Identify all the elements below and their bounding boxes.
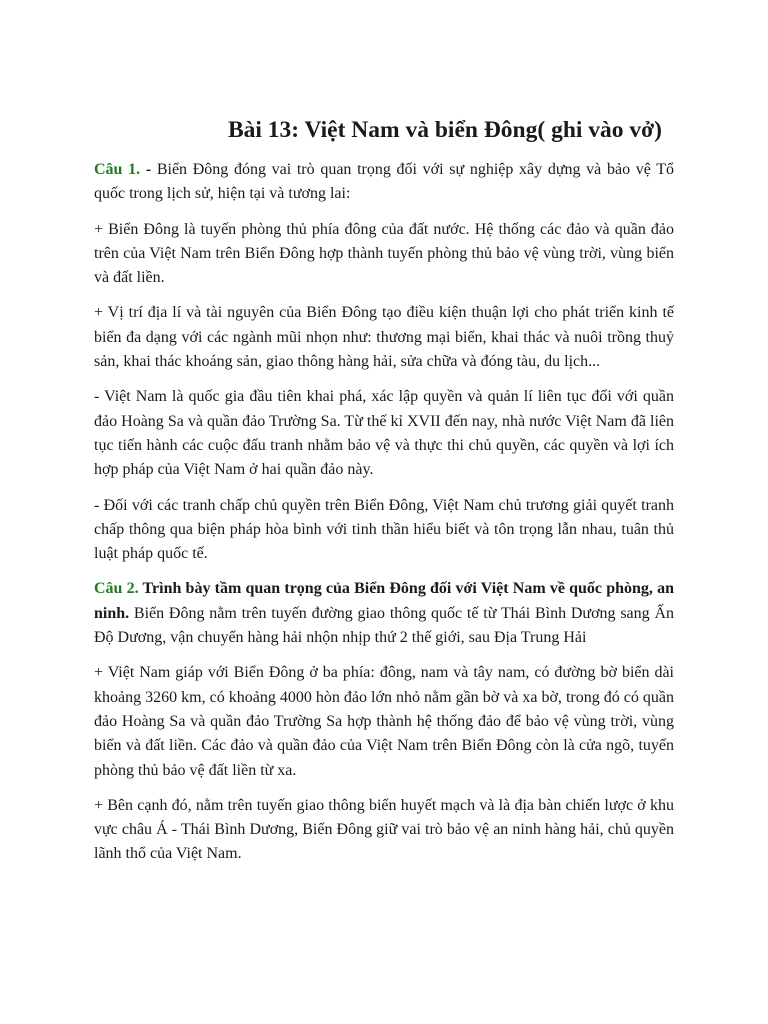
q2-question: Trình bày tầm quan trọng của Biển Đông đối với Việt Nam về quốc phòng, an ninh. xyxy=(94,580,674,622)
q2-intro-paragraph xyxy=(94,577,674,650)
q1-label: Câu 1. xyxy=(94,161,141,178)
q1-paragraph-1: + Biển Đông là tuyến phòng thủ phía đông của đất nước. Hệ thống các đảo và quần đảo trên của Việt Nam trên Biển Đông hợp thành tuyến phòng thủ bảo vệ vùng trời, vùng biển và đất liền. xyxy=(94,220,674,287)
document-title: Bài 13: Việt Nam và biển Đông( ghi vào vở) xyxy=(227,117,662,143)
q2-label: Câu 2. xyxy=(94,580,139,598)
q2-answer: Biển Đông nằm trên tuyến đường giao thông quốc tế từ Thái Bình Dương sang Ấn Độ Dương, vận chuyển hàng hải nhộn nhịp thứ 2 thế giới, sau Địa Trung Hải xyxy=(94,604,674,647)
q2-paragraph-1: + Việt Nam giáp với Biển Đông ở ba phía: đông, nam và tây nam, có đường bờ biển dài khoảng 3260 km, có khoảng 4000 hòn đảo lớn nhỏ nằm gần bờ và xa bờ, trong đó có quần đảo Hoàng Sa và quần đảo Trường Sa hợp thành hệ thống đảo để bảo vệ vùng trời, vùng biển và đất liền. Các đảo và quần đảo của Việt Nam trên Biển Đông còn là cửa ngõ, tuyến phòng thủ bảo vệ đất liền từ xa. xyxy=(94,664,674,779)
q1-paragraph-4: - Đối với các tranh chấp chủ quyền trên Biển Đông, Việt Nam chủ trương giải quyết tranh chấp thông qua biện pháp hòa bình với tinh thần hiểu biết và tôn trọng lẫn nhau, tuân thủ luật pháp quốc tế. xyxy=(94,496,674,563)
q2-paragraph-2: + Bên cạnh đó, nằm trên tuyến giao thông biển huyết mạch và là địa bàn chiến lược ở khu vực châu Á - Thái Bình Dương, Biển Đông giữ vai trò bảo vệ an ninh hàng hải, chủ quyền lãnh thổ của Việt Nam. xyxy=(94,796,674,863)
q1-paragraph-3: - Việt Nam là quốc gia đầu tiên khai phá, xác lập quyền và quản lí liên tục đối với quần đảo Hoàng Sa và quần đảo Trường Sa. Từ thế kỉ XVII đến nay, nhà nước Việt Nam đã liên tục tiến hành các cuộc đấu tranh nhằm bảo vệ và thực thi chủ quyền, các quyền và lợi ích hợp pháp của Việt Nam ở hai quần đảo này. xyxy=(94,388,674,479)
q1-intro-paragraph xyxy=(94,158,674,207)
q1-paragraph-2: + Vị trí địa lí và tài nguyên của Biển Đông tạo điều kiện thuận lợi cho phát triển kinh tế biển đa dạng với các ngành mũi nhọn như: thương mại biển, khai thác và nuôi trồng thuỷ sản, khai thác khoáng sản, giao thông hàng hải, sửa chữa và đóng tàu, du lịch... xyxy=(94,304,674,371)
q1-intro-text: Biển Đông đóng vai trò quan trọng đối với sự nghiệp xây dựng và bảo vệ Tổ quốc trong lịch sử, hiện tại và tương lai: xyxy=(94,161,675,203)
document-page xyxy=(94,112,674,878)
q1-dash: - xyxy=(140,161,157,178)
